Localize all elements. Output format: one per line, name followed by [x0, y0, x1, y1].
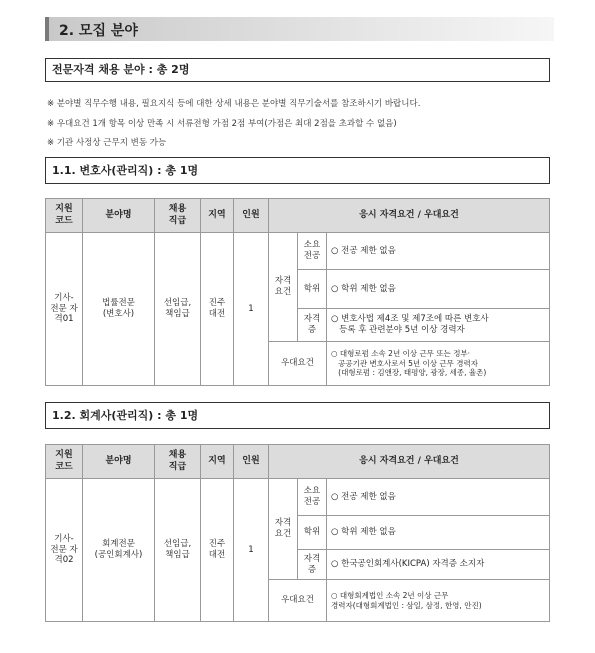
position-table-accountant [45, 444, 550, 622]
summary-box [45, 58, 550, 82]
label-license: 자격증 [298, 550, 327, 580]
note-3: ※ 기관 사정상 근무지 변동 가능 [47, 138, 167, 148]
header-code: 지원 코드 [46, 445, 83, 479]
header-count: 인원 [234, 445, 269, 479]
cell-code: 기사- 전문 자 격01 [46, 233, 83, 386]
position-title-box [45, 402, 550, 429]
label-major: 소요 전공 [298, 479, 327, 516]
header-region: 지역 [201, 445, 234, 479]
cell-grade: 선임급, 책임급 [155, 233, 201, 386]
label-education: 학위 [298, 270, 327, 309]
table-header-row [46, 445, 550, 479]
cell-count: 1 [234, 233, 269, 386]
cell-field: 회계전문 (공인회계사) [83, 479, 155, 622]
value-education: ○ 학위 제한 없음 [327, 516, 550, 550]
label-education: 학위 [298, 516, 327, 550]
label-license: 자격증 [298, 309, 327, 342]
cell-region: 진주 대전 [201, 233, 234, 386]
cell-count: 1 [234, 479, 269, 622]
section-title: 2. 모집 분야 [59, 23, 138, 39]
value-preference: ○ 대형회계법인 소속 2년 이상 근무 경력자(대형회계법인 : 삼일, 삼정, 한영, 안진) [327, 580, 550, 622]
label-major: 소요 전공 [298, 233, 327, 270]
cell-code: 기사- 전문 자 격02 [46, 479, 83, 622]
position-title: 1.1. 변호사(관리직) : 총 1명 [52, 164, 199, 177]
summary-text: 전문자격 채용 분야 : 총 2명 [52, 63, 190, 76]
value-preference: ○ 대형로펌 소속 2년 이상 근무 또는 정부· 공공기관 변호사로서 5년 이상 근무 경력자 (대형로펌 : 김앤장, 태평양, 광장, 세종, 율촌) [327, 342, 550, 386]
header-requirements: 응시 자격요건 / 우대요건 [269, 199, 550, 233]
note-1: ※ 분야별 직무수행 내용, 필요지식 등에 대한 상세 내용은 분야별 직무기술서를 참조하시기 바랍니다. [47, 99, 421, 109]
header-field: 분야명 [83, 199, 155, 233]
cell-region: 진주 대전 [201, 479, 234, 622]
label-qualification: 자격 요건 [269, 479, 298, 580]
value-major: ○ 전공 제한 없음 [327, 479, 550, 516]
value-major: ○ 전공 제한 없음 [327, 233, 550, 270]
section-header [45, 17, 554, 41]
position-title-box [45, 157, 550, 184]
header-grade: 채용 직급 [155, 445, 201, 479]
position-title: 1.2. 회계사(관리직) : 총 1명 [52, 409, 199, 422]
label-preference: 우대요건 [269, 342, 327, 386]
value-license: ○ 변호사법 제4조 및 제7조에 따른 변호사 등록 후 관련분야 5년 이상 경력자 [327, 309, 550, 342]
cell-field: 법률전문 (변호사) [83, 233, 155, 386]
position-table-lawyer [45, 198, 550, 386]
label-preference: 우대요건 [269, 580, 327, 622]
header-grade: 채용 직급 [155, 199, 201, 233]
header-region: 지역 [201, 199, 234, 233]
value-license: ○ 한국공인회계사(KICPA) 자격증 소지자 [327, 550, 550, 580]
label-qualification: 자격 요건 [269, 233, 298, 342]
header-requirements: 응시 자격요건 / 우대요건 [269, 445, 550, 479]
cell-grade: 선임급, 책임급 [155, 479, 201, 622]
note-2: ※ 우대요건 1개 항목 이상 만족 시 서류전형 가점 2점 부여(가점은 최대 2점을 초과할 수 없음) [47, 119, 397, 129]
header-count: 인원 [234, 199, 269, 233]
value-education: ○ 학위 제한 없음 [327, 270, 550, 309]
table-header-row [46, 199, 550, 233]
header-field: 분야명 [83, 445, 155, 479]
header-code: 지원 코드 [46, 199, 83, 233]
